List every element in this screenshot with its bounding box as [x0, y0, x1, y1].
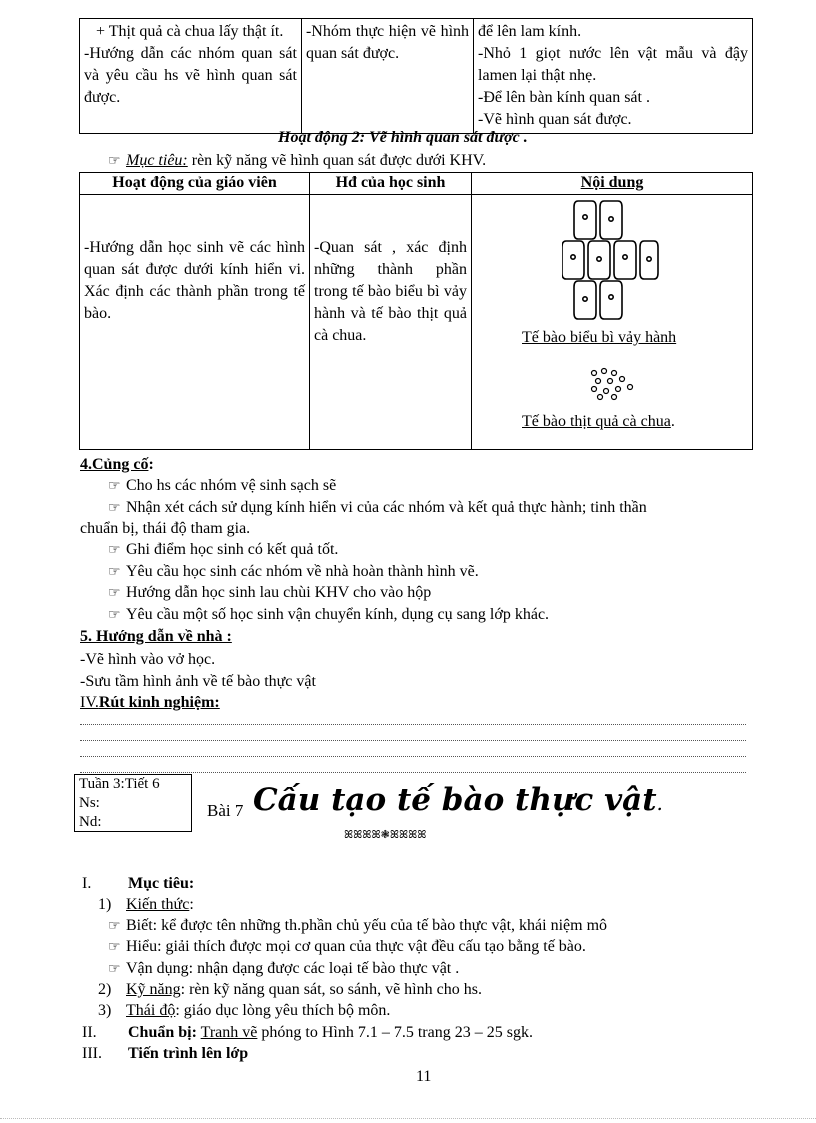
activity2-title: Hoạt động 2: Vẽ hình quan sát được .: [278, 129, 528, 146]
text: Hiểu: giải thích được mọi cơ quan của thực vật đều cấu tạo bằng tế bào.: [126, 938, 586, 955]
dotted-line: [80, 740, 746, 741]
text: : giáo dục lòng yêu thích bộ môn.: [175, 1002, 391, 1019]
num: I.: [82, 875, 92, 892]
pointer-icon: ☞: [108, 500, 121, 516]
teacher-cell: [80, 195, 310, 450]
section4-item: [108, 539, 338, 561]
text: Vận dụng: nhận dạng được các loại tế bào thực vật .: [126, 960, 460, 977]
header-content: Nội dung: [472, 173, 753, 195]
section5-item: -Sưu tầm hình ảnh về tế bào thực vật: [80, 673, 316, 690]
text: + Thịt quả cà chua lấy thật ít.: [96, 23, 284, 40]
caption-tomato-end: .: [670, 413, 675, 430]
pointer-icon: ☞: [108, 153, 121, 169]
activity2-table: [79, 172, 753, 450]
knowledge-item: [108, 958, 459, 980]
section4-continuation: chuẩn bị, thái độ tham gia.: [80, 520, 251, 537]
teacher-text: -Hướng dẫn học sinh vẽ các hình quan sát được dưới kính hiển vi. Xác định các thành phần trong tế bào.: [84, 239, 305, 322]
lesson-number: Bài 7: [207, 801, 244, 820]
pointer-icon: ☞: [108, 564, 121, 580]
top-col-teacher: [80, 19, 302, 134]
student-cell: [310, 195, 472, 450]
text: Yêu cầu học sinh các nhóm về nhà hoàn thành hình vẽ.: [126, 563, 479, 580]
text: Cho hs các nhóm vệ sinh sạch sẽ: [126, 477, 337, 494]
top-table: [79, 18, 753, 134]
tomato-cells-drawing: [588, 367, 638, 401]
onion-cells-drawing: [562, 199, 662, 321]
caption-onion: Tế bào biểu bì vảy hành: [522, 329, 677, 346]
nd-label: Nd:: [79, 814, 102, 830]
goal-label: Mục tiêu:: [126, 152, 188, 169]
num: 1): [98, 896, 112, 913]
text: Kiến thức: [126, 896, 190, 913]
section5-item: -Vẽ hình vào vở học.: [80, 651, 216, 668]
section-iv-prefix: IV.: [80, 694, 99, 711]
section5-title: 5. Hướng dẫn về nhà :: [80, 628, 232, 645]
pointer-icon: ☞: [108, 918, 121, 934]
section4-title: [80, 454, 154, 476]
num: II.: [82, 1024, 97, 1041]
text: -Nhỏ 1 giọt nước lên vật mẫu và đậy lamen lại thật nhẹ.: [478, 45, 748, 84]
text: Chuẩn bị: [128, 1024, 192, 1041]
text: Thái độ: [126, 1002, 176, 1019]
section4-item: [108, 475, 336, 497]
week-lesson: Tuần 3:Tiết 6: [79, 776, 160, 792]
text: Ghi điểm học sinh có kết quả tốt.: [126, 541, 339, 558]
section4-title-end: :: [148, 456, 154, 473]
text: -Hướng dẫn các nhóm quan sát và yêu cầu hs vẽ hình quan sát được.: [84, 45, 297, 106]
text: :: [191, 1024, 197, 1041]
pointer-icon: ☞: [108, 542, 121, 558]
activity2-goal: [108, 150, 486, 172]
dotted-line: [80, 756, 746, 757]
dotted-line: [80, 772, 746, 773]
page-edge: [0, 1118, 816, 1119]
header-teacher: Hoạt động của giáo viên: [80, 173, 310, 195]
text: phóng to Hình 7.1 – 7.5 trang 23 – 25 sgk.: [261, 1024, 533, 1041]
section4-item: [108, 582, 431, 604]
dotted-line: [80, 724, 746, 725]
text: -Vẽ hình quan sát được.: [478, 111, 632, 128]
num: 3): [98, 1002, 112, 1019]
text: -Nhóm thực hiện vẽ hình quan sát được.: [305, 23, 470, 62]
text: Nhận xét cách sử dụng kính hiển vi của các nhóm và kết quả thực hành; tinh thần: [126, 499, 647, 516]
section-iv-title: [80, 692, 220, 714]
student-text: -Quan sát , xác định những thành phần trong tế bào biểu bì vảy hành và tế bào thịt quả cà chua.: [314, 239, 467, 344]
pointer-icon: ☞: [108, 585, 121, 601]
text: Yêu cầu một số học sinh vận chuyển kính, dụng cụ sang lớp khác.: [126, 606, 550, 623]
section4-title-text: 4.Củng cố: [80, 456, 149, 473]
pointer-icon: ☞: [108, 607, 121, 623]
text: :: [188, 875, 195, 892]
preparation-line: [82, 1022, 533, 1044]
text: để lên lam kính.: [478, 23, 582, 40]
ns-label: Ns:: [79, 795, 100, 811]
section4-item: [108, 604, 549, 626]
content-cell: [472, 195, 753, 450]
text: Tranh vẽ: [200, 1024, 258, 1041]
text: -Để lên bàn kính quan sát .: [478, 89, 650, 106]
pointer-icon: ☞: [108, 961, 121, 977]
text: Mục tiêu: [128, 875, 189, 892]
section4-item: [108, 561, 479, 583]
text: Hướng dẫn học sinh lau chùi KHV cho vào hộp: [126, 584, 432, 601]
lesson-title-text: Cấu tạo tế bào thực vật: [253, 782, 657, 818]
page-number: 11: [416, 1068, 432, 1085]
lesson-title-end: .: [656, 791, 663, 815]
text: Tiến trình lên lớp: [128, 1045, 249, 1062]
text: Biết: kể được tên những th.phần chủ yếu của tế bào thực vật, khái niệm mô: [126, 917, 608, 934]
section4-item: [108, 497, 647, 519]
section-iv-text: Rút kinh nghiệm:: [98, 694, 220, 711]
lesson-info-box: [74, 774, 192, 832]
pointer-icon: ☞: [108, 478, 121, 494]
text: :: [189, 896, 194, 913]
knowledge-item: [108, 936, 586, 958]
header-student: Hđ của học sinh: [310, 173, 472, 195]
ornament-divider: ꕤꕤꕤꕤ❃ꕤꕤꕤꕤ: [344, 828, 427, 841]
knowledge-heading: [98, 894, 194, 916]
skill-line: [98, 979, 482, 1001]
caption-tomato-text: Tế bào thịt quả cà chua: [522, 413, 671, 430]
caption-tomato: [522, 411, 675, 433]
attitude-line: [98, 1000, 390, 1022]
knowledge-item: [108, 915, 607, 937]
objectives-heading: [82, 873, 194, 895]
lesson-title: [253, 780, 663, 823]
text: : rèn kỹ năng quan sát, so sánh, vẽ hình cho hs.: [180, 981, 482, 998]
num: 2): [98, 981, 112, 998]
top-col-content: [474, 19, 753, 134]
num: III.: [82, 1045, 102, 1062]
top-col-student: [301, 19, 473, 134]
goal-text: rèn kỹ năng vẽ hình quan sát được dưới KHV.: [191, 152, 487, 169]
pointer-icon: ☞: [108, 939, 121, 955]
text: Kỹ năng: [126, 981, 181, 998]
process-heading: [82, 1043, 248, 1065]
